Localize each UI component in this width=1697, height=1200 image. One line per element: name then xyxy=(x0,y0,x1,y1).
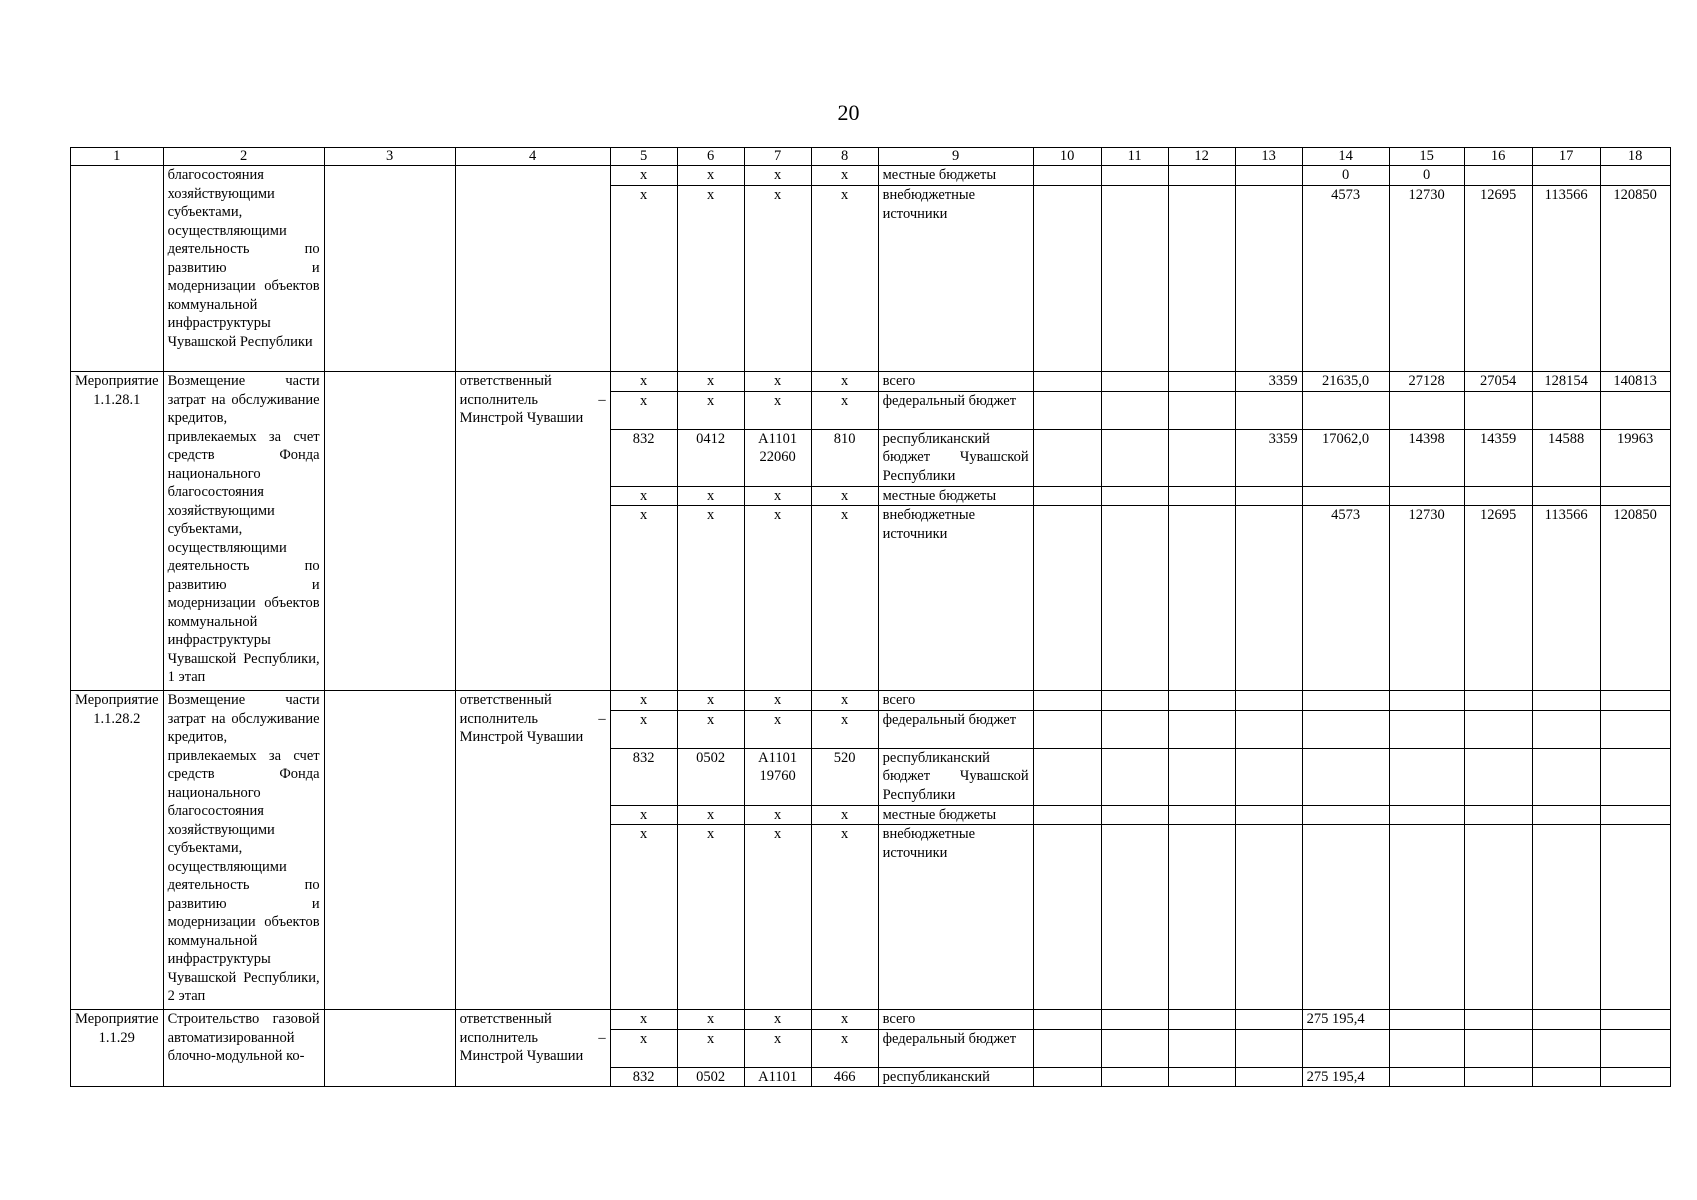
value-17: 14588 xyxy=(1532,429,1600,486)
program-cell xyxy=(324,166,455,372)
value-14 xyxy=(1302,1029,1389,1067)
value-18 xyxy=(1600,691,1670,711)
value-16 xyxy=(1464,825,1532,1010)
value-16 xyxy=(1464,486,1532,506)
value-12 xyxy=(1168,429,1235,486)
measure-id-cell: Мероприятие 1.1.28.1 xyxy=(71,372,164,691)
value-16 xyxy=(1464,1067,1532,1087)
target-article-code: х xyxy=(744,691,811,711)
value-18 xyxy=(1600,805,1670,825)
expense-type-code: х xyxy=(811,691,878,711)
column-number-row xyxy=(71,148,1671,166)
value-17 xyxy=(1532,710,1600,748)
value-12 xyxy=(1168,186,1235,372)
value-10 xyxy=(1033,805,1101,825)
value-15: 27128 xyxy=(1389,372,1464,392)
value-11 xyxy=(1101,1010,1168,1030)
grbs-code: х xyxy=(610,691,677,711)
grbs-code: 832 xyxy=(610,1067,677,1087)
value-18 xyxy=(1600,825,1670,1010)
target-article-code: х xyxy=(744,486,811,506)
expense-type-code: х xyxy=(811,506,878,691)
expense-type-code: х xyxy=(811,1029,878,1067)
section-code: 0502 xyxy=(677,748,744,805)
value-11 xyxy=(1101,1067,1168,1087)
target-article-code: х xyxy=(744,391,811,429)
value-17 xyxy=(1532,1010,1600,1030)
funding-source: внебюджетные источники xyxy=(878,825,1033,1010)
funding-source: всего xyxy=(878,691,1033,711)
value-14 xyxy=(1302,691,1389,711)
measure-id-cell xyxy=(71,166,164,372)
grbs-code: х xyxy=(610,1010,677,1030)
value-14 xyxy=(1302,805,1389,825)
value-11 xyxy=(1101,391,1168,429)
value-10 xyxy=(1033,372,1101,392)
value-18 xyxy=(1600,391,1670,429)
budget-table xyxy=(70,147,1671,1087)
value-10 xyxy=(1033,1010,1101,1030)
value-12 xyxy=(1168,391,1235,429)
target-article-code: А1101 22060 xyxy=(744,429,811,486)
value-18 xyxy=(1600,486,1670,506)
table-row xyxy=(71,691,1671,711)
column-number: 16 xyxy=(1464,148,1532,166)
column-number: 18 xyxy=(1600,148,1670,166)
value-15 xyxy=(1389,805,1464,825)
target-article-code: х xyxy=(744,710,811,748)
value-10 xyxy=(1033,486,1101,506)
value-11 xyxy=(1101,372,1168,392)
section-code: х xyxy=(677,1010,744,1030)
expense-type-code: х xyxy=(811,166,878,186)
value-13 xyxy=(1235,506,1302,691)
funding-source: федеральный бюджет xyxy=(878,391,1033,429)
value-13 xyxy=(1235,1067,1302,1087)
value-13 xyxy=(1235,186,1302,372)
value-11 xyxy=(1101,166,1168,186)
value-11 xyxy=(1101,710,1168,748)
value-15 xyxy=(1389,486,1464,506)
funding-source: местные бюджеты xyxy=(878,486,1033,506)
value-14: 17062,0 xyxy=(1302,429,1389,486)
table-row xyxy=(71,372,1671,392)
section-code: х xyxy=(677,506,744,691)
value-14: 21635,0 xyxy=(1302,372,1389,392)
funding-source: республиканский xyxy=(878,1067,1033,1087)
funding-source: федеральный бюджет xyxy=(878,1029,1033,1067)
program-cell xyxy=(324,691,455,1010)
value-18: 19963 xyxy=(1600,429,1670,486)
value-10 xyxy=(1033,1029,1101,1067)
value-16: 27054 xyxy=(1464,372,1532,392)
value-17 xyxy=(1532,486,1600,506)
value-15: 14398 xyxy=(1389,429,1464,486)
value-15 xyxy=(1389,1010,1464,1030)
grbs-code: х xyxy=(610,506,677,691)
section-code: х xyxy=(677,372,744,392)
grbs-code: х xyxy=(610,805,677,825)
section-code: 0412 xyxy=(677,429,744,486)
value-15 xyxy=(1389,710,1464,748)
table-row xyxy=(71,1010,1671,1030)
value-14: 275 195,4 xyxy=(1302,1010,1389,1030)
value-16 xyxy=(1464,748,1532,805)
column-number: 11 xyxy=(1101,148,1168,166)
column-number: 3 xyxy=(324,148,455,166)
value-18 xyxy=(1600,1029,1670,1067)
value-13 xyxy=(1235,710,1302,748)
measure-name-cell: Возмещение части затрат на обслуживание кредитов, привлекаемых за счет средств Фонда национального благосостояния хозяйствующими субъектами, осуществляющими деятельность по развитию и модернизации объектов коммунальной инфраструктуры Чувашской Республики, 2 этап xyxy=(163,691,324,1010)
expense-type-code: х xyxy=(811,372,878,392)
value-13 xyxy=(1235,825,1302,1010)
executor-cell xyxy=(455,166,610,372)
executor-cell: ответственный исполнитель – Минстрой Чувашии xyxy=(455,691,610,1010)
value-12 xyxy=(1168,166,1235,186)
value-10 xyxy=(1033,391,1101,429)
section-code: х xyxy=(677,1029,744,1067)
value-14: 4573 xyxy=(1302,506,1389,691)
value-14 xyxy=(1302,391,1389,429)
value-18 xyxy=(1600,710,1670,748)
target-article-code: х xyxy=(744,506,811,691)
column-number: 10 xyxy=(1033,148,1101,166)
column-number: 14 xyxy=(1302,148,1389,166)
table-row xyxy=(71,166,1671,186)
value-18 xyxy=(1600,166,1670,186)
expense-type-code: 466 xyxy=(811,1067,878,1087)
value-14 xyxy=(1302,710,1389,748)
value-11 xyxy=(1101,506,1168,691)
grbs-code: х xyxy=(610,486,677,506)
value-18: 120850 xyxy=(1600,506,1670,691)
value-11 xyxy=(1101,1029,1168,1067)
value-14 xyxy=(1302,748,1389,805)
program-cell xyxy=(324,1010,455,1087)
value-13 xyxy=(1235,1029,1302,1067)
value-18 xyxy=(1600,748,1670,805)
value-17: 113566 xyxy=(1532,186,1600,372)
value-11 xyxy=(1101,748,1168,805)
measure-name-cell: благосостояния хозяйствующими субъектами, осуществляющими деятельность по развитию и модернизации объектов коммунальной инфраструктуры Чувашской Республики xyxy=(163,166,324,372)
value-16 xyxy=(1464,1029,1532,1067)
expense-type-code: 520 xyxy=(811,748,878,805)
expense-type-code: х xyxy=(811,186,878,372)
value-10 xyxy=(1033,748,1101,805)
target-article-code: х xyxy=(744,1010,811,1030)
value-13 xyxy=(1235,748,1302,805)
value-11 xyxy=(1101,486,1168,506)
value-12 xyxy=(1168,1067,1235,1087)
value-15: 0 xyxy=(1389,166,1464,186)
value-15 xyxy=(1389,391,1464,429)
funding-source: республиканский бюджет Чувашской Республики xyxy=(878,748,1033,805)
funding-source: всего xyxy=(878,1010,1033,1030)
expense-type-code: х xyxy=(811,1010,878,1030)
value-10 xyxy=(1033,1067,1101,1087)
value-15 xyxy=(1389,1029,1464,1067)
value-17 xyxy=(1532,391,1600,429)
expense-type-code: х xyxy=(811,805,878,825)
value-13 xyxy=(1235,166,1302,186)
target-article-code: х xyxy=(744,825,811,1010)
column-number: 17 xyxy=(1532,148,1600,166)
grbs-code: х xyxy=(610,1029,677,1067)
column-number: 5 xyxy=(610,148,677,166)
funding-source: всего xyxy=(878,372,1033,392)
expense-type-code: х xyxy=(811,486,878,506)
value-12 xyxy=(1168,1010,1235,1030)
column-number: 13 xyxy=(1235,148,1302,166)
value-18: 120850 xyxy=(1600,186,1670,372)
funding-source: республиканский бюджет Чувашской Республики xyxy=(878,429,1033,486)
value-10 xyxy=(1033,691,1101,711)
value-16: 12695 xyxy=(1464,186,1532,372)
value-14 xyxy=(1302,825,1389,1010)
expense-type-code: х xyxy=(811,710,878,748)
value-10 xyxy=(1033,166,1101,186)
value-10 xyxy=(1033,506,1101,691)
value-15 xyxy=(1389,691,1464,711)
value-17 xyxy=(1532,166,1600,186)
column-number: 9 xyxy=(878,148,1033,166)
column-number: 8 xyxy=(811,148,878,166)
value-15 xyxy=(1389,1067,1464,1087)
column-number: 6 xyxy=(677,148,744,166)
value-16 xyxy=(1464,691,1532,711)
section-code: х xyxy=(677,391,744,429)
grbs-code: х xyxy=(610,391,677,429)
section-code: х xyxy=(677,805,744,825)
value-11 xyxy=(1101,691,1168,711)
target-article-code: А1101 19760 xyxy=(744,748,811,805)
value-17 xyxy=(1532,1067,1600,1087)
value-18 xyxy=(1600,1067,1670,1087)
measure-id-cell: Мероприятие 1.1.28.2 xyxy=(71,691,164,1010)
value-17 xyxy=(1532,825,1600,1010)
grbs-code: 832 xyxy=(610,429,677,486)
column-number: 7 xyxy=(744,148,811,166)
value-16 xyxy=(1464,805,1532,825)
grbs-code: х xyxy=(610,186,677,372)
value-15: 12730 xyxy=(1389,506,1464,691)
value-16 xyxy=(1464,391,1532,429)
program-cell xyxy=(324,372,455,691)
value-11 xyxy=(1101,429,1168,486)
funding-source: внебюджетные источники xyxy=(878,506,1033,691)
grbs-code: х xyxy=(610,166,677,186)
value-12 xyxy=(1168,506,1235,691)
funding-source: внебюджетные источники xyxy=(878,186,1033,372)
column-number: 1 xyxy=(71,148,164,166)
column-number: 4 xyxy=(455,148,610,166)
value-13 xyxy=(1235,805,1302,825)
target-article-code: х xyxy=(744,805,811,825)
grbs-code: х xyxy=(610,372,677,392)
value-12 xyxy=(1168,486,1235,506)
grbs-code: х xyxy=(610,710,677,748)
target-article-code: х xyxy=(744,1029,811,1067)
measure-name-cell: Возмещение части затрат на обслуживание кредитов, привлекаемых за счет средств Фонда национального благосостояния хозяйствующими субъектами, осуществляющими деятельность по развитию и модернизации объектов коммунальной инфраструктуры Чувашской Республики, 1 этап xyxy=(163,372,324,691)
value-12 xyxy=(1168,710,1235,748)
value-16 xyxy=(1464,1010,1532,1030)
funding-source: местные бюджеты xyxy=(878,166,1033,186)
value-16: 14359 xyxy=(1464,429,1532,486)
expense-type-code: 810 xyxy=(811,429,878,486)
page-number: 20 xyxy=(837,100,860,125)
measure-name-cell: Строительство газовой автоматизированной блочно-модульной ко- xyxy=(163,1010,324,1087)
value-12 xyxy=(1168,691,1235,711)
target-article-code: х xyxy=(744,186,811,372)
funding-source: федеральный бюджет xyxy=(878,710,1033,748)
value-10 xyxy=(1033,186,1101,372)
target-article-code: х xyxy=(744,166,811,186)
value-10 xyxy=(1033,429,1101,486)
value-17 xyxy=(1532,748,1600,805)
section-code: х xyxy=(677,186,744,372)
column-number: 12 xyxy=(1168,148,1235,166)
executor-cell: ответственный исполнитель – Минстрой Чувашии xyxy=(455,1010,610,1087)
value-17: 113566 xyxy=(1532,506,1600,691)
value-12 xyxy=(1168,1029,1235,1067)
value-14 xyxy=(1302,486,1389,506)
value-16: 12695 xyxy=(1464,506,1532,691)
value-11 xyxy=(1101,805,1168,825)
section-code: х xyxy=(677,486,744,506)
value-12 xyxy=(1168,805,1235,825)
value-14: 4573 xyxy=(1302,186,1389,372)
value-15 xyxy=(1389,825,1464,1010)
value-13 xyxy=(1235,486,1302,506)
value-13 xyxy=(1235,391,1302,429)
value-17 xyxy=(1532,691,1600,711)
section-code: х xyxy=(677,825,744,1010)
funding-source: местные бюджеты xyxy=(878,805,1033,825)
value-18: 140813 xyxy=(1600,372,1670,392)
value-11 xyxy=(1101,825,1168,1010)
value-14: 0 xyxy=(1302,166,1389,186)
measure-id-cell: Мероприятие 1.1.29 xyxy=(71,1010,164,1087)
value-10 xyxy=(1033,710,1101,748)
expense-type-code: х xyxy=(811,825,878,1010)
value-15 xyxy=(1389,748,1464,805)
value-12 xyxy=(1168,748,1235,805)
value-17 xyxy=(1532,1029,1600,1067)
value-13 xyxy=(1235,1010,1302,1030)
value-14: 275 195,4 xyxy=(1302,1067,1389,1087)
value-11 xyxy=(1101,186,1168,372)
value-15: 12730 xyxy=(1389,186,1464,372)
column-number: 2 xyxy=(163,148,324,166)
section-code: х xyxy=(677,166,744,186)
expense-type-code: х xyxy=(811,391,878,429)
value-12 xyxy=(1168,825,1235,1010)
grbs-code: 832 xyxy=(610,748,677,805)
value-12 xyxy=(1168,372,1235,392)
target-article-code: х xyxy=(744,372,811,392)
value-17: 128154 xyxy=(1532,372,1600,392)
value-10 xyxy=(1033,825,1101,1010)
value-17 xyxy=(1532,805,1600,825)
executor-cell: ответственный исполнитель – Минстрой Чувашии xyxy=(455,372,610,691)
value-13 xyxy=(1235,691,1302,711)
column-number: 15 xyxy=(1389,148,1464,166)
section-code: 0502 xyxy=(677,1067,744,1087)
target-article-code: А1101 xyxy=(744,1067,811,1087)
value-16 xyxy=(1464,166,1532,186)
grbs-code: х xyxy=(610,825,677,1010)
value-18 xyxy=(1600,1010,1670,1030)
value-13: 3359 xyxy=(1235,429,1302,486)
value-13: 3359 xyxy=(1235,372,1302,392)
value-16 xyxy=(1464,710,1532,748)
section-code: х xyxy=(677,691,744,711)
section-code: х xyxy=(677,710,744,748)
